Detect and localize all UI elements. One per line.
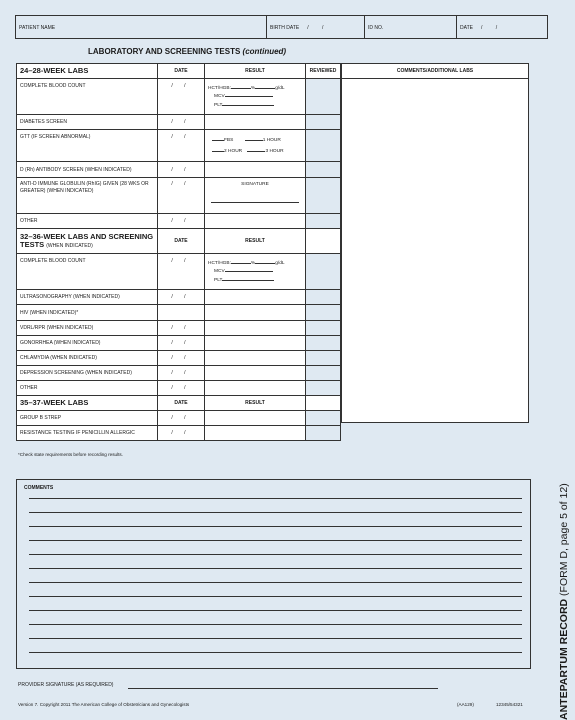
additional-labs-header: COMMENTS/ADDITIONAL LABS: [342, 64, 528, 79]
date-cell[interactable]: / /: [158, 411, 205, 426]
comments-box[interactable]: [16, 479, 531, 669]
reviewed-cell[interactable]: [306, 162, 341, 178]
plt-label: PLT: [214, 277, 223, 283]
section-24-28-title: 24–28-WEEK LABS: [17, 64, 158, 79]
date-column-header: DATE: [158, 396, 205, 411]
date-cell[interactable]: / /: [158, 336, 205, 351]
signature-line: [211, 198, 299, 203]
reviewed-column-header: REVIEWED: [306, 64, 341, 79]
table-row: [17, 130, 341, 162]
table-row: [17, 411, 341, 426]
two-hour-label: 2 HOUR: [224, 149, 243, 154]
comment-line: [29, 512, 522, 513]
result-cell-signature[interactable]: [205, 178, 306, 214]
date-column-header: DATE: [158, 229, 205, 254]
signature-label: SIGNATURE: [241, 182, 269, 187]
provider-signature-line[interactable]: [128, 688, 438, 689]
reviewed-cell[interactable]: [306, 426, 341, 441]
date-cell[interactable]: / /: [158, 426, 205, 441]
date-cell[interactable]: / /: [158, 321, 205, 336]
date-column-header: DATE: [158, 64, 205, 79]
row-label-cbc: COMPLETE BLOOD COUNT: [17, 79, 158, 115]
date-cell[interactable]: / /: [158, 214, 205, 229]
row-label-diabetes: DIABETES SCREEN: [17, 115, 158, 130]
section-32-36-title: [17, 229, 158, 254]
reviewed-cell[interactable]: [306, 130, 341, 162]
table-row: [17, 321, 341, 336]
row-label-gonorrhea: GONORRHEA (WHEN INDICATED): [17, 336, 158, 351]
reviewed-cell[interactable]: [306, 290, 341, 305]
pct-label: %: [250, 86, 256, 92]
row-label-gtt: GTT (IF SCREEN ABNORMAL): [17, 130, 158, 162]
date-cell[interactable]: / /: [158, 178, 205, 214]
one-hour-label: 1 HOUR: [262, 137, 281, 143]
row-label-chlamydia: CHLAMYDIA (WHEN INDICATED): [17, 351, 158, 366]
table-row: [17, 178, 341, 214]
date-cell[interactable]: / /: [158, 162, 205, 178]
reviewed-cell[interactable]: [306, 366, 341, 381]
comment-line: [29, 526, 522, 527]
table-row: [17, 366, 341, 381]
reviewed-cell[interactable]: [306, 351, 341, 366]
result-cell[interactable]: [205, 214, 306, 229]
reviewed-cell[interactable]: [306, 321, 341, 336]
table-row: [17, 381, 341, 396]
row-label-other: OTHER: [17, 214, 158, 229]
mcv-label: MCV: [214, 269, 225, 275]
section-header-35-37: [17, 396, 341, 411]
patient-header: [15, 15, 548, 39]
date-cell[interactable]: / /: [158, 351, 205, 366]
reviewed-cell[interactable]: [306, 178, 341, 214]
row-label-cbc: COMPLETE BLOOD COUNT: [17, 254, 158, 290]
table-row: [17, 162, 341, 178]
date-cell-empty[interactable]: [158, 305, 205, 321]
three-hour-label: 3 HOUR: [265, 149, 284, 154]
reviewed-cell[interactable]: [306, 254, 341, 290]
reviewed-header-blank: [306, 229, 341, 254]
section-title: [88, 47, 286, 56]
table-row: [17, 214, 341, 229]
row-label-depression: DEPRESSION SCREENING (WHEN INDICATED): [17, 366, 158, 381]
date-cell[interactable]: / /: [158, 290, 205, 305]
result-column-header: RESULT: [205, 64, 306, 79]
birth-date-label: BIRTH DATE: [270, 25, 300, 31]
result-cell[interactable]: [205, 351, 306, 366]
result-cell[interactable]: [205, 411, 306, 426]
row-label-vdrl: VDRL/RPR (WHEN INDICATED): [17, 321, 158, 336]
date-label: DATE: [460, 25, 473, 31]
table-row: [17, 290, 341, 305]
result-cell-gtt[interactable]: [205, 130, 306, 162]
side-title-bold: ANTEPARTUM RECORD: [558, 598, 570, 720]
reviewed-cell[interactable]: [306, 381, 341, 396]
table-row: [17, 115, 341, 130]
date-cell[interactable]: / /: [158, 381, 205, 396]
section-header-24-28: [17, 64, 341, 79]
result-cell-cbc[interactable]: [205, 79, 306, 115]
comment-line: [29, 610, 522, 611]
section-35-37-title: 35–37-WEEK LABS: [17, 396, 158, 411]
comment-line: [29, 498, 522, 499]
gdl-label: g/dL: [275, 86, 285, 92]
section-32-36-note: (WHEN INDICATED): [46, 242, 93, 249]
reviewed-cell[interactable]: [306, 336, 341, 351]
result-cell[interactable]: [205, 305, 306, 321]
pct-label: %: [250, 261, 256, 267]
table-row: [17, 426, 341, 441]
gdl-label: g/dL: [275, 261, 285, 267]
table-row: [17, 351, 341, 366]
comment-line: [29, 624, 522, 625]
table-row: [17, 254, 341, 290]
result-column-header: RESULT: [205, 229, 306, 254]
row-label-group-b-strep: GROUP B STREP: [17, 411, 158, 426]
date-cell[interactable]: / /: [158, 254, 205, 290]
form-number: 12345/54321: [496, 702, 523, 707]
row-label-hiv: HIV (WHEN INDICATED)*: [17, 305, 158, 321]
title-suffix: (continued): [242, 47, 287, 56]
result-cell[interactable]: [205, 366, 306, 381]
result-cell[interactable]: [205, 115, 306, 130]
comments-label: COMMENTS: [24, 485, 54, 491]
row-label-anti-d: ANTI-D IMMUNE GLOBULIN (RhIG) GIVEN (28 WKS OR GREATER) (WHEN INDICATED): [17, 178, 158, 214]
result-cell[interactable]: [205, 381, 306, 396]
patient-name-label: PATIENT NAME: [19, 25, 56, 31]
plt-label: PLT: [214, 102, 223, 108]
comment-line: [29, 582, 522, 583]
reviewed-header-blank: [306, 396, 341, 411]
birth-date-slashes: / /: [307, 25, 330, 31]
date-cell[interactable]: / /: [158, 366, 205, 381]
provider-signature-label: PROVIDER SIGNATURE (AS REQUIRED): [18, 682, 114, 688]
section-32-36-title-text: 32–36-WEEK LABS AND SCREENING TESTS: [20, 231, 154, 249]
comment-line: [29, 540, 522, 541]
date-cell[interactable]: / /: [158, 130, 205, 162]
row-label-drh: D (Rh) ANTIBODY SCREEN (WHEN INDICATED): [17, 162, 158, 178]
lab-table: [16, 63, 341, 441]
id-no-label: ID NO.: [368, 25, 384, 31]
footnote: *Check state requirements before recording results.: [18, 452, 123, 457]
date-cell[interactable]: / /: [158, 115, 205, 130]
version-copyright: Version 7. Copyright 2011 The American College of Obstetricians and Gynecologists: [18, 702, 190, 707]
comment-line: [29, 568, 522, 569]
result-cell[interactable]: [205, 162, 306, 178]
birth-date-field[interactable]: [267, 16, 365, 38]
reviewed-cell[interactable]: [306, 305, 341, 321]
title-main: LABORATORY AND SCREENING TESTS: [88, 47, 241, 56]
comment-line: [29, 652, 522, 653]
result-cell-cbc[interactable]: [205, 254, 306, 290]
row-label-other: OTHER: [17, 381, 158, 396]
form-code: (AA129): [457, 702, 474, 707]
additional-labs-box[interactable]: [341, 63, 529, 423]
table-row: [17, 305, 341, 321]
fbs-label: FBS: [224, 137, 234, 143]
reviewed-cell[interactable]: [306, 411, 341, 426]
comment-line: [29, 638, 522, 639]
patient-name-field[interactable]: [16, 16, 267, 38]
table-row: [17, 79, 341, 115]
section-header-32-36: [17, 229, 341, 254]
date-slashes: / /: [480, 25, 504, 31]
result-column-header: RESULT: [205, 396, 306, 411]
row-label-ultrasonography: ULTRASONOGRAPHY (WHEN INDICATED): [17, 290, 158, 305]
hct-label: HCT/HGB:: [208, 261, 231, 267]
reviewed-cell[interactable]: [306, 79, 341, 115]
side-title: [558, 483, 570, 720]
comment-line: [29, 596, 522, 597]
result-cell[interactable]: [205, 336, 306, 351]
row-label-resistance: RESISTANCE TESTING IF PENICILLIN ALLERGIC: [17, 426, 158, 441]
table-row: [17, 336, 341, 351]
result-cell[interactable]: [205, 426, 306, 441]
result-cell[interactable]: [205, 321, 306, 336]
date-field[interactable]: [457, 16, 547, 38]
hct-label: HCT/HGB:: [208, 86, 231, 92]
mcv-label: MCV: [214, 94, 225, 100]
reviewed-cell[interactable]: [306, 115, 341, 130]
reviewed-cell[interactable]: [306, 214, 341, 229]
comment-line: [29, 554, 522, 555]
id-no-field[interactable]: [365, 16, 457, 38]
side-title-rest: (FORM D, page 5 of 12): [558, 483, 570, 596]
date-cell[interactable]: / /: [158, 79, 205, 115]
result-cell[interactable]: [205, 290, 306, 305]
